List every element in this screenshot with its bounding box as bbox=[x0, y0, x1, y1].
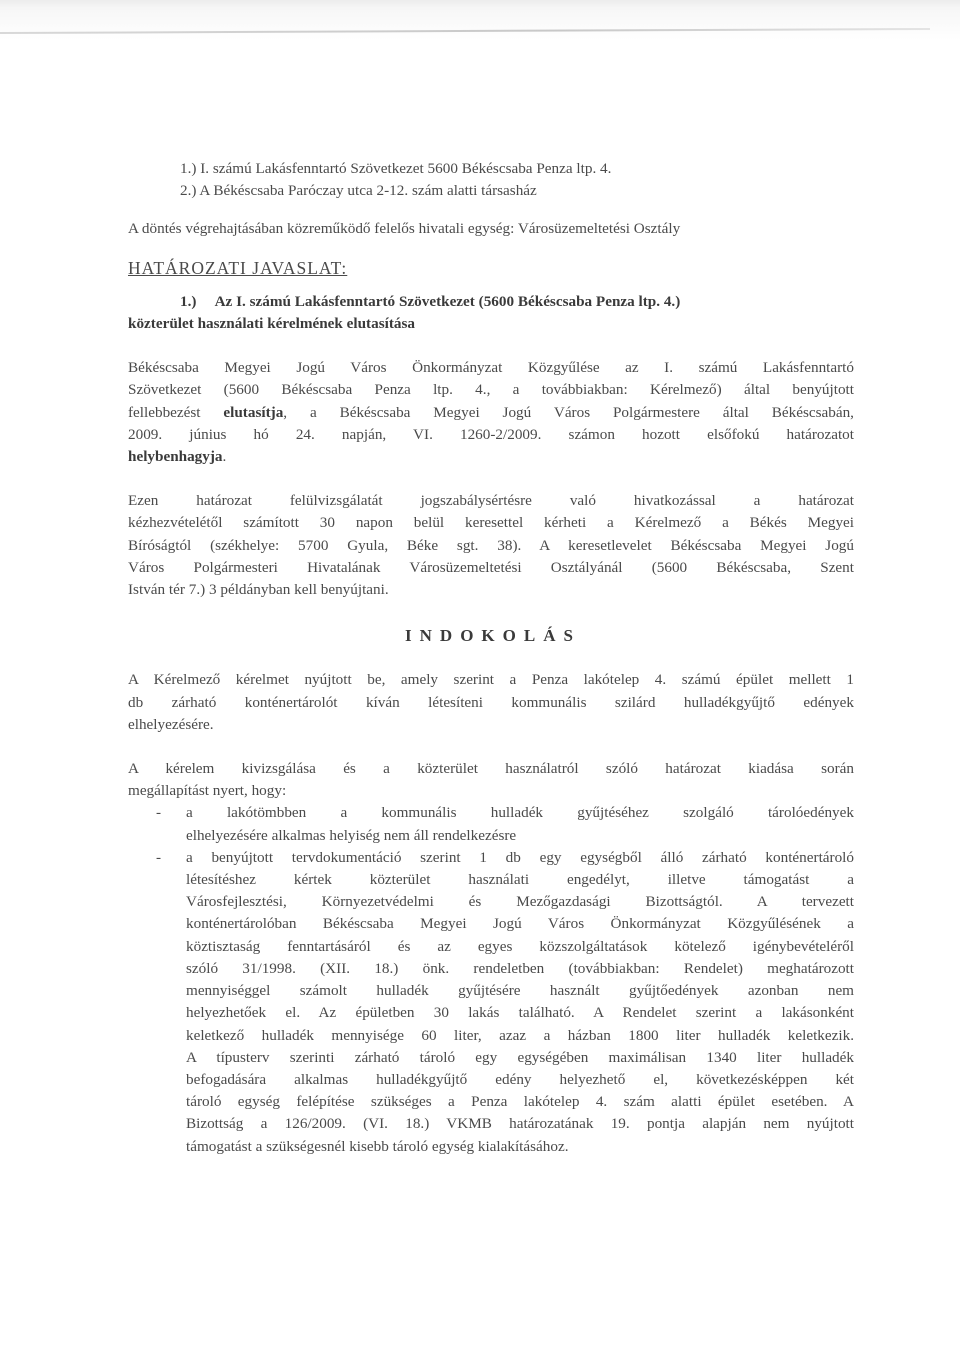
finding-2-line-3: Városfejlesztési, Környezetvédelmi és Mezőgazdasági Bizottságtól. A tervezett bbox=[186, 893, 854, 911]
appeal-line-4: Város Polgármesteri Hivatalának Városüzemeltetési Osztályánál (5600 Békéscsaba, Szent bbox=[128, 558, 854, 576]
item1-title bbox=[128, 291, 854, 335]
decision-paragraph bbox=[128, 357, 854, 468]
decision-line-1: Békéscsaba Megyei Jogú Város Önkormányzat Közgyűlése az I. számú Lakásfenntartó bbox=[128, 359, 854, 377]
finding-2-line-10: A típusterv szerinti zárható tároló egy egységében maximálisan 1340 liter hulladék bbox=[186, 1048, 854, 1066]
decision-rejects: elutasítja bbox=[223, 403, 284, 421]
finding-2-line-9: keletkező hulladék mennyisége 60 liter, azaz a házban 1800 liter hulladék keletkezik. bbox=[186, 1026, 854, 1044]
appeal-line-1: Ezen határozat felülvizsgálatát jogszabálysértésre való hivatkozással a határozat bbox=[128, 492, 854, 510]
document-page bbox=[128, 158, 854, 1158]
finding-1-dash: - bbox=[156, 804, 162, 822]
findings-intro-line-1: A kérelem kivizsgálása és a közterület használatról szóló határozat kiadása során bbox=[128, 760, 854, 778]
recipient-1: 1.) I. számú Lakásfenntartó Szövetkezet 5600 Békéscsaba Penza ltp. 4. bbox=[180, 160, 612, 177]
finding-2-line-14: támogatást a szükségesnél kisebb tároló egység kialakításához. bbox=[186, 1137, 569, 1155]
item1-title-line1: 1.) Az I. számú Lakásfenntartó Szövetkezet (5600 Békéscsaba Penza ltp. 4.) bbox=[180, 292, 681, 310]
appeal-line-2: kézhezvételétől számított 30 napon belül keresettel kérheti a Kérelmező a Békés Megyei bbox=[128, 514, 854, 532]
finding-2-line-11: befogadására alkalmas hulladékgyűjtő edény helyezhető el, következésképpen két bbox=[186, 1070, 854, 1088]
finding-1-line-2: elhelyezésére alkalmas helyiség nem áll rendelkezésre bbox=[186, 826, 517, 844]
appeal-line-5: István tér 7.) 3 példányban kell benyújtani. bbox=[128, 581, 389, 599]
reasoning-heading: INDOKOLÁS bbox=[405, 626, 581, 646]
proposal-heading bbox=[128, 257, 854, 279]
scan-edge-shadow bbox=[0, 0, 960, 40]
finding-1-line-1: a lakótömbben a kommunális hulladék gyűjtéséhez szolgáló tárolóedények bbox=[186, 804, 854, 822]
recipient-2: 2.) A Békéscsaba Paróczay utca 2-12. szám alatti társasház bbox=[180, 182, 537, 200]
recipient-list bbox=[128, 158, 854, 202]
finding-2-line-6: szóló 31/1998. (XII. 18.) önk. rendeletben (továbbiakban: Rendelet) meghatározott bbox=[186, 959, 854, 977]
finding-2-line-12: tároló egység felépítése szükséges a Penza lakótelep 4. szám alatti épület esetében. A bbox=[186, 1093, 854, 1111]
appeal-paragraph bbox=[128, 490, 854, 601]
finding-2-line-4: konténertárolóban Békéscsaba Megyei Jogú Város Önkormányzat Közgyűlésének a bbox=[186, 915, 854, 933]
finding-1 bbox=[128, 802, 854, 846]
appeal-line-3: Bíróságtól (székhelye: 5700 Gyula, Béke sgt. 38). A keresetlevelet Békéscsaba Megyei Jogú bbox=[128, 536, 854, 554]
decision-line-3-pre: fellebbezést bbox=[128, 403, 224, 421]
item1-title-line2: közterület használati kérelmének elutasítása bbox=[128, 315, 415, 333]
request-line-3: elhelyezésére. bbox=[128, 715, 214, 733]
decision-line-3-post: , a Békéscsaba Megyei Jogú Város Polgármestere által Békéscsabán, bbox=[283, 403, 854, 421]
findings-intro-line-2: megállapítást nyert, hogy: bbox=[128, 782, 287, 800]
finding-2 bbox=[128, 847, 854, 1158]
request-paragraph bbox=[128, 669, 854, 736]
finding-2-line-7: mennyiséggel számolt hulladék gyűjtésére használt gyűjtőedények azonban nem bbox=[186, 982, 854, 1000]
finding-2-line-2: létesítéshez kértek közterület használati engedélyt, illetve támogatást a bbox=[186, 871, 854, 889]
decision-line-4: 2009. június hó 24. napján, VI. 1260-2/2009. számon hozott elsőfokú határozatot bbox=[128, 425, 854, 443]
request-line-1: A Kérelmező kérelmet nyújtott be, amely szerint a Penza lakótelep 4. számú épület mellett 1 bbox=[128, 671, 854, 689]
decision-line-5 bbox=[128, 446, 854, 468]
finding-2-line-1: a benyújtott tervdokumentáció szerint 1 db egy egységből álló zárható konténertároló bbox=[186, 848, 854, 866]
finding-2-line-13: Bizottság a 126/2009. (VI. 18.) VKMB határozatának 19. pontja alapján nem nyújtott bbox=[186, 1115, 854, 1133]
finding-2-line-5: köztisztaság fenntartásáról és az egyes közszolgáltatások kötelező igénybevételéről bbox=[186, 937, 854, 955]
decision-line-3 bbox=[128, 402, 854, 424]
finding-2-dash: - bbox=[156, 848, 162, 866]
findings-intro bbox=[128, 758, 854, 802]
request-line-2: db zárható konténertárolót kíván létesíteni kommunális szilárd hulladékgyűjtő edények bbox=[128, 693, 854, 711]
responsible-unit: A döntés végrehajtásában közreműködő felelős hivatali egység: Városüzemeltetési Osztály bbox=[128, 220, 681, 238]
finding-2-line-8: helyezhetőek el. Az épületben 30 lakás található. A Rendelet szerint a lakásonként bbox=[186, 1004, 854, 1022]
decision-line-2: Szövetkezet (5600 Békéscsaba Penza ltp. 4., a továbbiakban: Kérelmező) által benyújtott bbox=[128, 381, 854, 399]
proposal-heading-text: HATÁROZATI JAVASLAT: bbox=[128, 257, 348, 278]
decision-upholds: helybenhagyja bbox=[128, 448, 223, 466]
decision-line-5-post: . bbox=[222, 448, 227, 466]
